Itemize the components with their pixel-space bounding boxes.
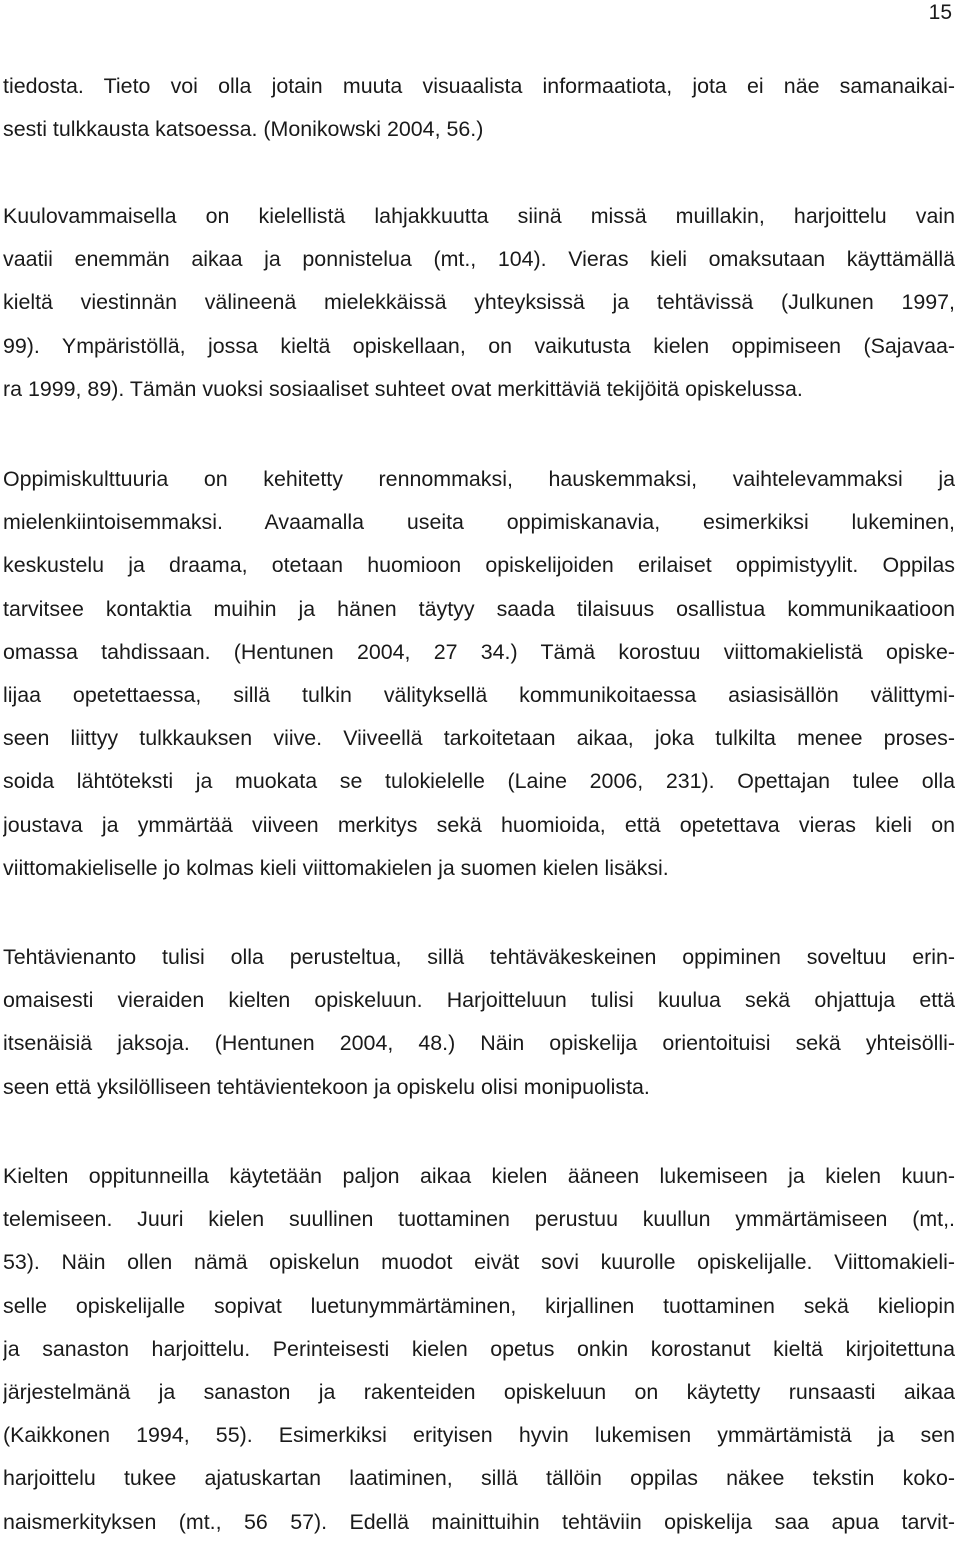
text-line: 53). Näin ollen nämä opiskelun muodot eivät sovi kuurolle opiskelijalle. Viittomakieli- bbox=[3, 1250, 955, 1275]
text-line: itsenäisiä jaksoja. (Hentunen 2004, 48.) Näin opiskelija orientoituisi sekä yhteisölli- bbox=[3, 1031, 955, 1056]
text-line: kieltä viestinnän välineenä mielekkäissä yhteyksissä ja tehtävissä (Julkunen 1997, bbox=[3, 290, 955, 315]
text-line: seen liittyy tulkkauksen viive. Viiveellä tarkoitetaan aikaa, joka tulkilta menee proses- bbox=[3, 726, 955, 751]
text-line: mielenkiintoisemmaksi. Avaamalla useita oppimiskanavia, esimerkiksi lukeminen, bbox=[3, 510, 955, 535]
paragraph-3 bbox=[3, 458, 955, 890]
text-line: keskustelu ja draama, otetaan huomioon opiskelijoiden erilaiset oppimistyylit. Oppilas bbox=[3, 553, 955, 578]
text-line: (Kaikkonen 1994, 55). Esimerkiksi erityisen hyvin lukemisen ymmärtämistä ja sen bbox=[3, 1423, 955, 1448]
text-line: harjoittelu tukee ajatuskartan laatiminen, sillä tällöin oppilas näkee tekstin koko- bbox=[3, 1466, 955, 1491]
text-line: ja sanaston harjoittelu. Perinteisesti kielen opetus onkin korostanut kieltä kirjoitettuna bbox=[3, 1336, 955, 1361]
text-line: soida lähtöteksti ja muokata se tulokielelle (Laine 2006, 231). Opettajan tulee olla bbox=[3, 769, 955, 794]
text-line: joustava ja ymmärtää viiveen merkitys sekä huomioida, että opetettava vieras kieli on bbox=[3, 812, 955, 837]
text-line: 99). Ympäristöllä, jossa kieltä opiskellaan, on vaikutusta kielen oppimiseen (Sajavaa- bbox=[3, 333, 955, 358]
text-line: selle opiskelijalle sopivat luetunymmärtäminen, kirjallinen tuottaminen sekä kieliopin bbox=[3, 1293, 955, 1318]
text-line: Oppimiskulttuuria on kehitetty rennommaksi, hauskemmaksi, vaihtelevammaksi ja bbox=[3, 467, 955, 491]
text-line: Kuulovammaisella on kielellistä lahjakkuutta siinä missä muillakin, harjoittelu vain bbox=[3, 204, 955, 228]
paragraph-1 bbox=[3, 65, 955, 151]
text-line: järjestelmänä ja sanaston ja rakenteiden opiskeluun on käytetty runsaasti aikaa bbox=[3, 1379, 955, 1404]
text-line: tarvitsee kontaktia muihin ja hänen täytyy saada tilaisuus osallistua kommunikaatioon bbox=[3, 596, 955, 621]
text-line: naismerkityksen (mt., 56 57). Edellä mainittuihin tehtäviin opiskelija saa apua tarvit- bbox=[3, 1509, 955, 1534]
text-line: omassa tahdissaan. (Hentunen 2004, 27 34.) Tämä korostuu viittomakielistä opiske- bbox=[3, 639, 955, 664]
text-line: ra 1999, 89). Tämän vuoksi sosiaaliset suhteet ovat merkittäviä tekijöitä opiskelussa. bbox=[3, 376, 803, 401]
text-line: lijaa opetettaessa, sillä tulkin välityksellä kommunikoitaessa asiasisällön välittymi- bbox=[3, 682, 955, 707]
paragraph-2 bbox=[3, 195, 955, 411]
paragraph-5 bbox=[3, 1155, 955, 1544]
text-line: omaisesti vieraiden kielten opiskeluun. Harjoitteluun tulisi kuulua sekä ohjattuja että bbox=[3, 988, 955, 1013]
text-line: viittomakieliselle jo kolmas kieli viittomakielen ja suomen kielen lisäksi. bbox=[3, 855, 669, 880]
text-line: sesti tulkkausta katsoessa. (Monikowski 2004, 56.) bbox=[3, 117, 484, 142]
text-line: tiedosta. Tieto voi olla jotain muuta visuaalista informaatiota, jota ei näe samanaikai- bbox=[3, 74, 955, 98]
paragraph-4 bbox=[3, 936, 955, 1109]
text-line: telemiseen. Juuri kielen suullinen tuottaminen perustuu kuullun ymmärtämiseen (mt,. bbox=[3, 1207, 955, 1232]
text-line: vaatii enemmän aikaa ja ponnistelua (mt., 104). Vieras kieli omaksutaan käyttämällä bbox=[3, 247, 955, 272]
text-line: Kielten oppitunneilla käytetään paljon aikaa kielen ääneen lukemiseen ja kielen kuun- bbox=[3, 1164, 955, 1188]
page-number: 15 bbox=[928, 1, 952, 24]
text-line: seen että yksilölliseen tehtävientekoon ja opiskelu olisi monipuolista. bbox=[3, 1074, 650, 1099]
text-line: Tehtävienanto tulisi olla perusteltua, sillä tehtäväkeskeinen oppiminen soveltuu erin- bbox=[3, 945, 955, 969]
